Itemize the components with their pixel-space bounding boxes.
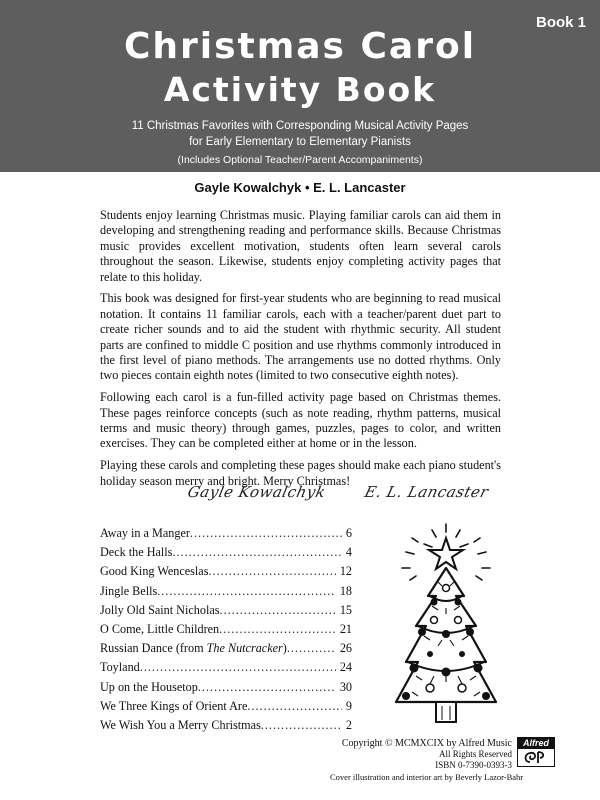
toc-page: 2 (345, 717, 352, 732)
toc-leader-dots (198, 680, 336, 695)
toc-leader-dots (247, 699, 342, 714)
toc-row (100, 564, 352, 583)
toc-title: Deck the Halls (100, 545, 173, 560)
subtitle-line-1: 11 Christmas Favorites with Corresponding Musical Activity Pages (131, 120, 469, 132)
toc-page: 9 (345, 698, 352, 713)
toc-row (100, 680, 352, 699)
intro-paragraph-2: This book was designed for first-year students who are beginning to read musical notation. It contains 11 familiar carols, each with a teacher/parent duet part to create richer sounds and to aid the student with rhythmic security. All student parts are confined to middle C position and use rhythms commonly introduced in the first level of piano methods. The arrangements use no dotted rhythms. Only two pieces contain eighth notes (limited to two consecutive eighth notes). (100, 291, 501, 383)
toc-page: 4 (345, 545, 352, 560)
toc-title-italic: The Nutcracker (206, 641, 283, 656)
subtitle-line-2: for Early Elementary to Elementary Pianists (189, 136, 411, 148)
toc-row (100, 526, 352, 545)
intro-text (100, 208, 501, 495)
toc-leader-dots (190, 526, 342, 541)
accompaniment-note: (Includes Optional Teacher/Parent Accompaniments) (177, 154, 423, 166)
toc-row (100, 718, 352, 737)
intro-paragraph-3: Following each carol is a fun-filled activity page based on Christmas themes. These pages reinforce concepts (such as note reading, rhythm patterns, musical terms and music theory) through games, puzzles, pages to color, and written exercises. They can be completed either at home or in the lesson. (100, 390, 501, 451)
toc-leader-dots (157, 584, 336, 599)
title-banner (0, 0, 600, 172)
toc-leader-dots (261, 718, 342, 733)
toc-title: O Come, Little Children (100, 621, 220, 636)
toc-leader-dots (287, 641, 336, 656)
rights-reserved-line: All Rights Reserved (439, 749, 512, 760)
illustration-credit: Cover illustration and interior art by Beverly Lazor-Bahr (330, 772, 524, 782)
subtitle (0, 118, 600, 150)
toc-leader-dots (208, 564, 335, 579)
toc-row (100, 545, 352, 564)
toc-title: Up on the Housetop (100, 679, 198, 694)
toc-leader-dots (172, 545, 341, 560)
authors-line: Gayle Kowalchyk • E. L. Lancaster (194, 180, 406, 195)
copyright-block (300, 738, 512, 772)
toc-row (100, 699, 352, 718)
toc-page: 18 (339, 583, 352, 598)
toc-row (100, 660, 352, 679)
title-line-2: Activity Book (163, 70, 437, 109)
table-of-contents (100, 526, 352, 737)
copyright-line: Copyright © MCMXCIX by Alfred Music (341, 738, 512, 749)
toc-title: Jolly Old Saint Nicholas (100, 602, 220, 617)
signature-lancaster: E. L. Lancaster (362, 483, 491, 501)
toc-page: 24 (339, 660, 352, 675)
intro-paragraph-1: Students enjoy learning Christmas music. Playing familiar carols can aid them in developing and strengthening reading and performance skills. Because Christmas music provides excellent motivation, students often learn several carols throughout the season. Likewise, students enjoy completing activity pages that relate to this holiday. (100, 208, 501, 284)
author-signatures (180, 483, 510, 509)
toc-row (100, 641, 352, 660)
toc-title-suffix: ) (282, 641, 287, 656)
toc-leader-dots (220, 603, 336, 618)
star-icon (429, 538, 463, 569)
intro-paragraph-4: Playing these carols and completing these pages should make each piano student's holiday season merry and bright. Merry Christmas! (100, 458, 501, 488)
toc-row (100, 584, 352, 603)
signature-kowalchyk: Gayle Kowalchyk (186, 483, 328, 501)
toc-title: Toyland (100, 660, 140, 675)
toc-title: Good King Wenceslas (100, 564, 209, 579)
toc-title-prefix: Russian Dance (from (100, 641, 207, 656)
title-line-1: Christmas Carol (123, 26, 477, 67)
toc-title: We Wish You a Merry Christmas (100, 717, 261, 732)
toc-row (100, 603, 352, 622)
toc-page: 30 (339, 679, 352, 694)
isbn-line: ISBN 0-7390-0393-3 (435, 760, 512, 771)
toc-page: 15 (339, 602, 352, 617)
toc-row (100, 622, 352, 641)
toc-page: 12 (339, 564, 352, 579)
toc-title: Away in a Manger (100, 526, 190, 540)
toc-leader-dots (219, 622, 336, 637)
alfred-logo (517, 737, 555, 767)
toc-leader-dots (140, 660, 336, 675)
toc-page: 6 (345, 526, 352, 540)
clef-icon (518, 749, 553, 765)
toc-page: 21 (339, 621, 352, 636)
book-label: Book 1 (535, 14, 586, 31)
toc-title (100, 641, 287, 656)
toc-title: We Three Kings of Orient Are (100, 698, 248, 713)
alfred-logo-text: Alfred (518, 738, 554, 749)
toc-page: 26 (339, 641, 352, 656)
christmas-tree-illustration (372, 516, 512, 738)
toc-title: Jingle Bells (100, 583, 158, 598)
